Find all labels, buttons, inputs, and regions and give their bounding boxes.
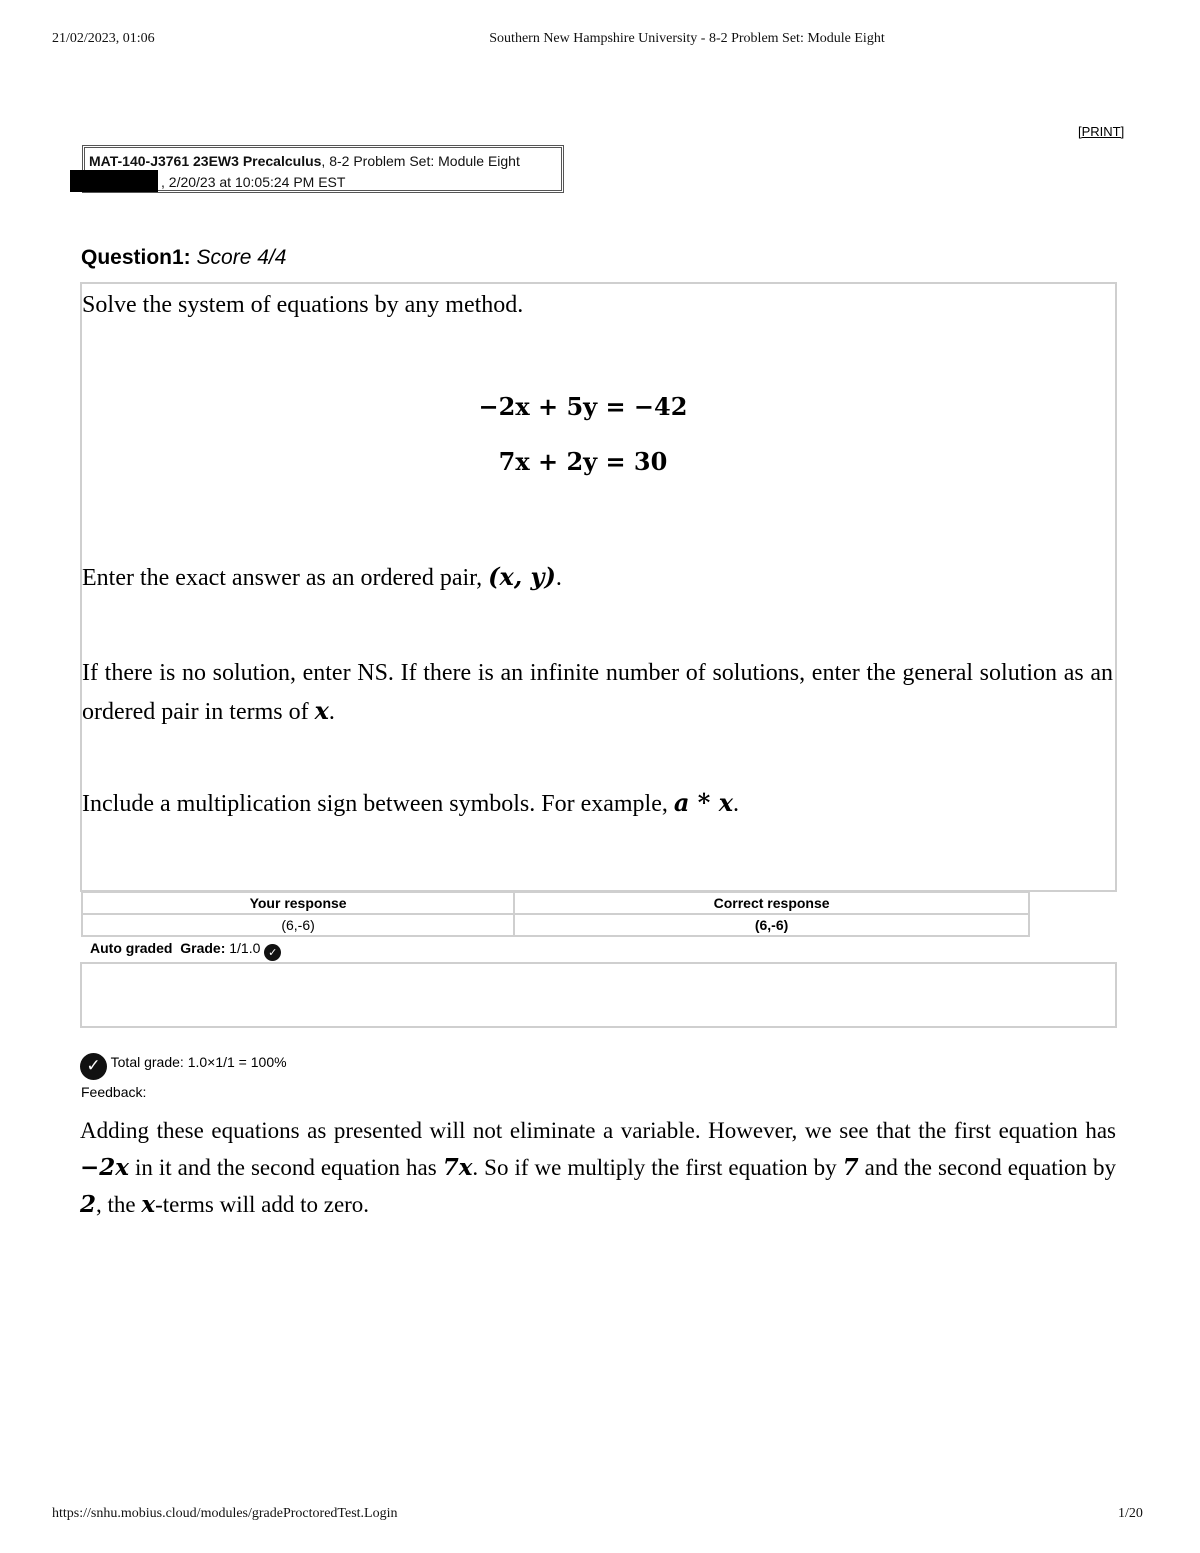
header-correct-response: Correct response — [514, 892, 1029, 914]
equation-1: −2x + 5y = −42 — [478, 392, 688, 421]
total-grade: Total grade: 1.0×1/1 = 100% — [110, 1054, 287, 1070]
grade-label: Grade: — [180, 940, 226, 956]
feedback-part: -terms will add to zero. — [155, 1192, 370, 1217]
question-score: Score 4/4 — [196, 246, 287, 269]
feedback-text — [80, 1112, 1116, 1223]
math-ordered-pair: (x, y) — [488, 562, 556, 591]
grade-value: 1/1.0 — [229, 940, 261, 956]
assignment-name: , 8-2 Problem Set: Module Eight — [321, 153, 520, 169]
question-title — [81, 246, 286, 270]
math-example: a * x — [673, 788, 734, 817]
print-page-number: 1/20 — [1118, 1506, 1143, 1521]
instruction-end: . — [733, 791, 740, 817]
table-header-row — [82, 892, 1029, 914]
question-prompt: Solve the system of equations by any method. — [82, 292, 524, 318]
total-grade-line — [80, 1053, 287, 1080]
print-page-title: Southern New Hampshire University - 8-2 Problem Set: Module Eight — [489, 31, 885, 46]
feedback-label: Feedback: — [81, 1084, 147, 1100]
feedback-part: Adding these equations as presented will not eliminate a variable. However, we see that the first equation has — [80, 1118, 1116, 1143]
math-neg-2x: −2x — [80, 1154, 129, 1181]
instruction-multiplication — [82, 788, 739, 818]
print-link[interactable]: [PRINT] — [1078, 124, 1125, 139]
print-url: https://snhu.mobius.cloud/modules/gradeProctoredTest.Login — [52, 1506, 398, 1521]
math-x: x — [141, 1191, 156, 1218]
math-x: x — [314, 696, 329, 725]
comment-box — [80, 962, 1117, 1028]
redacted-name — [70, 170, 158, 192]
feedback-part: in it and the second equation has — [129, 1155, 443, 1180]
submission-line — [89, 172, 557, 193]
instruction-no-solution — [82, 655, 1113, 731]
correct-response-value: (6,-6) — [514, 914, 1029, 936]
math-7x: 7x — [442, 1154, 473, 1181]
auto-graded-label: Auto graded — [90, 940, 173, 956]
equation-2: 7x + 2y = 30 — [498, 447, 668, 476]
instruction-end: . — [328, 699, 335, 725]
print-datetime: 21/02/2023, 01:06 — [52, 31, 155, 46]
math-7: 7 — [842, 1154, 859, 1181]
instruction-text: Include a multiplication sign between symbols. For example, — [82, 791, 674, 817]
instruction-text: Enter the exact answer as an ordered pair, — [82, 565, 489, 591]
response-table — [81, 891, 1030, 937]
feedback-part: , the — [96, 1192, 142, 1217]
table-row — [82, 914, 1029, 936]
feedback-part: and the second equation by — [858, 1155, 1117, 1180]
instruction-ordered-pair — [82, 562, 562, 592]
grade-line — [90, 940, 281, 961]
math-2: 2 — [80, 1191, 97, 1218]
course-line — [89, 151, 557, 172]
question-label: Question1: — [81, 246, 191, 269]
course-code: MAT-140-J3761 23EW3 Precalculus — [89, 153, 322, 169]
check-circle-icon: ✓ — [264, 944, 281, 961]
header-your-response: Your response — [82, 892, 514, 914]
feedback-part: . So if we multiply the first equation by — [472, 1155, 843, 1180]
instruction-text: If there is no solution, enter NS. If there is an infinite number of solutions, enter the general solution as an ordered pair in terms of — [82, 660, 1113, 725]
submission-timestamp: , 2/20/23 at 10:05:24 PM EST — [161, 174, 346, 190]
check-circle-icon: ✓ — [80, 1053, 107, 1080]
your-response-value: (6,-6) — [82, 914, 514, 936]
instruction-end: . — [555, 565, 562, 591]
